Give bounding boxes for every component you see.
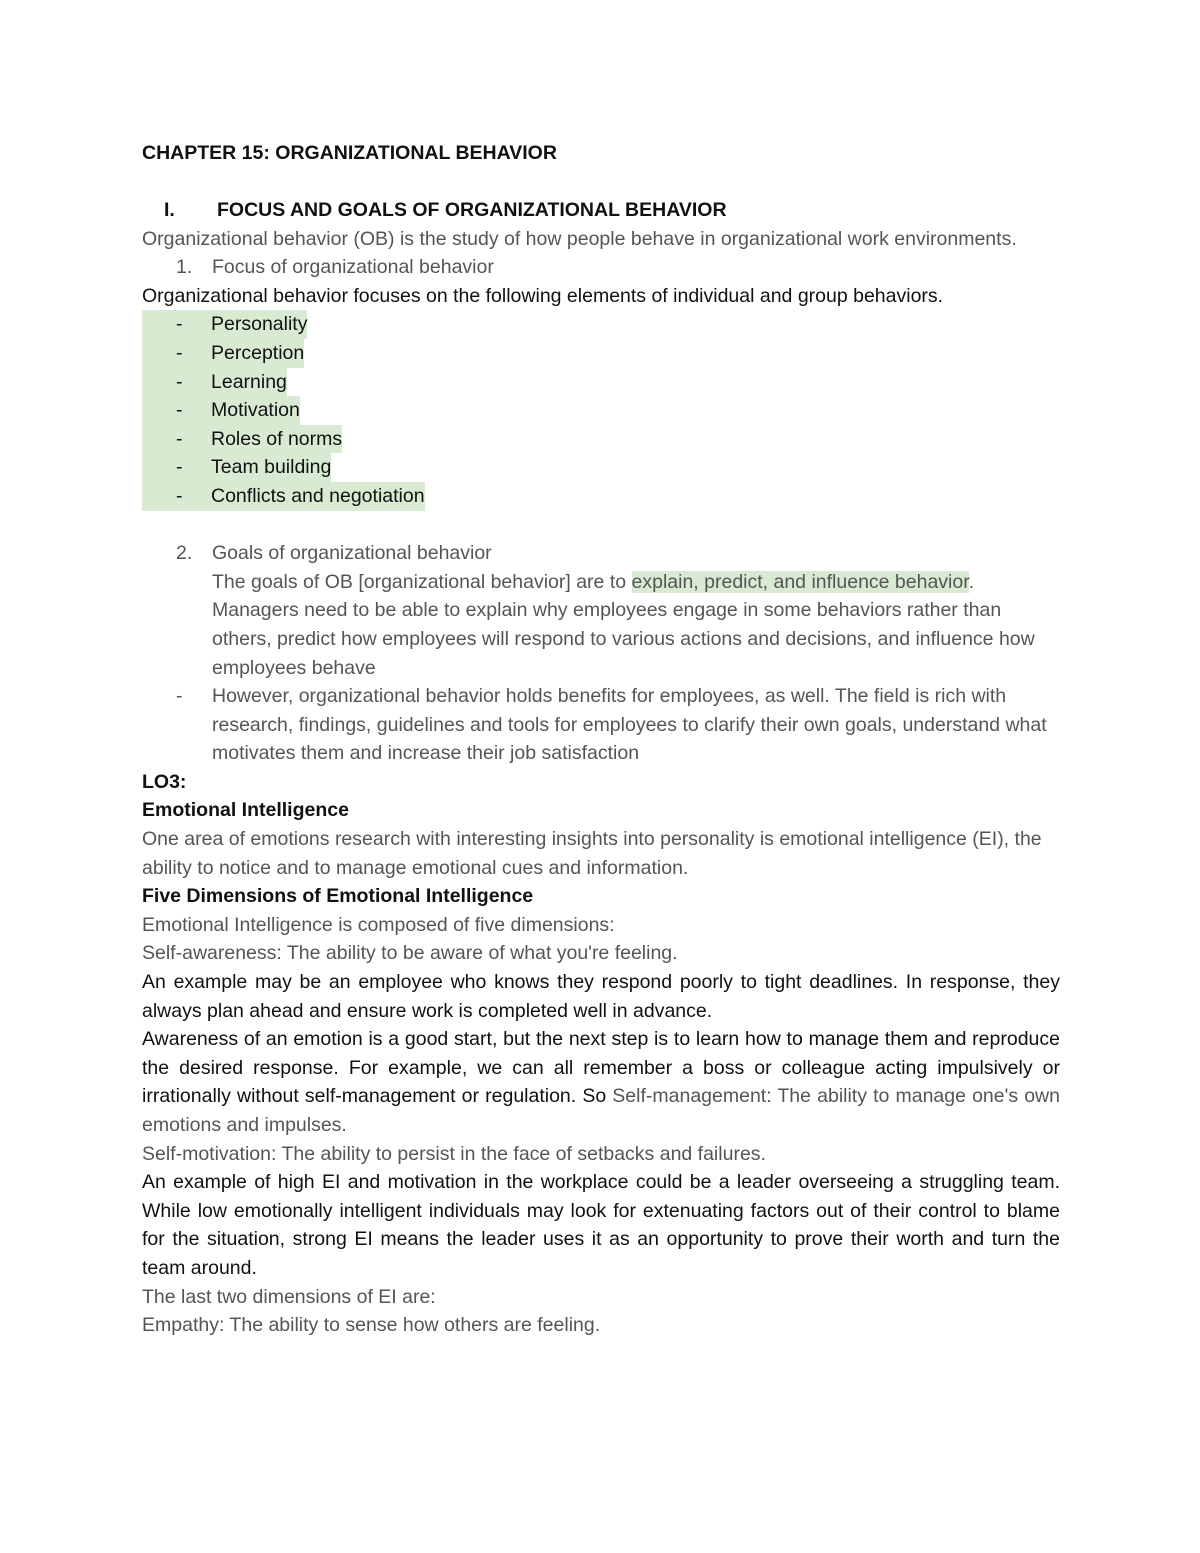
bullet-dash: -	[142, 368, 211, 397]
dimensions-intro: Emotional Intelligence is composed of five dimensions:	[142, 913, 615, 936]
focus-heading-text: Focus of organizational behavior	[212, 256, 494, 279]
example-paragraph: An example may be an employee who knows they respond poorly to tight deadlines. In response, they always plan ahead and ensure work is completed well in advance.	[142, 971, 1060, 1022]
goals-bullet	[142, 682, 1060, 768]
section-number: I.	[164, 199, 175, 221]
goals-paragraph	[142, 568, 1060, 682]
list-item	[176, 425, 342, 454]
awareness-paragraph	[142, 1025, 1060, 1139]
bullet-dash: -	[176, 685, 183, 708]
self-management-text: Self-management: The ability to manage one's own emotions and impulses.	[142, 1085, 1060, 1136]
goals-bullet-text: However, organizational behavior holds benefits for employees, as well. The field is rich with research, findings, guidelines and tools for employees to clarify their own goals, understand what motivates them and increase their job satisfaction	[212, 685, 1047, 765]
goals-text-after: . Managers need to be able to explain why employees engage in some behaviors rather than others, predict how employees will respond to various actions and decisions, and influence how employees behave	[212, 570, 1035, 679]
goals-highlight: explain, predict, and influence behavior	[631, 570, 969, 593]
section-heading	[142, 196, 1060, 225]
goals-heading-text: Goals of organizational behavior	[212, 542, 492, 565]
list-item-text: Team building	[211, 453, 331, 482]
list-item	[176, 368, 287, 397]
focus-number: 1.	[176, 256, 193, 279]
list-item-text: Personality	[211, 310, 307, 339]
bullet-dash: -	[142, 339, 211, 368]
dimensions-heading: Five Dimensions of Emotional Intelligence	[142, 885, 534, 908]
bullet-dash: -	[142, 482, 211, 511]
list-item-text: Motivation	[211, 396, 300, 425]
list-item	[176, 310, 307, 339]
bullet-dash: -	[142, 425, 211, 454]
list-item-text: Conflicts and negotiation	[211, 482, 425, 511]
bullet-dash: -	[142, 453, 211, 482]
self-awareness: Self-awareness: The ability to be aware of what you're feeling.	[142, 942, 678, 965]
goals-number: 2.	[176, 542, 193, 565]
section-heading-text: FOCUS AND GOALS OF ORGANIZATIONAL BEHAVIOR	[217, 199, 727, 221]
list-item-text: Learning	[211, 368, 287, 397]
lo3-label: LO3:	[142, 770, 187, 793]
ei-definition: One area of emotions research with interesting insights into personality is emotional intelligence (EI), the ability to notice and to manage emotional cues and information.	[142, 828, 1042, 879]
goals-heading	[142, 539, 1060, 568]
example-paragraph: An example of high EI and motivation in the workplace could be a leader overseeing a struggling team. While low emotionally intelligent individuals may look for extenuating factors out of their control to blame for the situation, strong EI means the leader uses it as an opportunity to prove their worth and turn the team around.	[142, 1171, 1060, 1279]
ob-definition: Organizational behavior (OB) is the study of how people behave in organizational work environments.	[142, 227, 1017, 250]
list-item	[176, 339, 304, 368]
spacer	[142, 168, 1060, 196]
list-item-text: Perception	[211, 339, 304, 368]
bullet-dash: -	[142, 310, 211, 339]
last-two-dimensions: The last two dimensions of EI are:	[142, 1285, 436, 1308]
ei-heading: Emotional Intelligence	[142, 799, 349, 822]
list-item	[176, 396, 300, 425]
focus-heading	[142, 253, 1060, 282]
list-item	[176, 453, 331, 482]
chapter-title: CHAPTER 15: ORGANIZATIONAL BEHAVIOR	[142, 142, 557, 164]
focus-list	[142, 310, 1060, 510]
bullet-dash: -	[142, 396, 211, 425]
list-item-text: Roles of norms	[211, 425, 342, 454]
self-motivation: Self-motivation: The ability to persist in the face of setbacks and failures.	[142, 1142, 766, 1165]
list-item	[176, 482, 425, 511]
empathy: Empathy: The ability to sense how others are feeling.	[142, 1314, 601, 1337]
awareness-text: Awareness of an emotion is a good start, but the next step is to learn how to manage them and reproduce the desired response. For example, we can all remember a boss or colleague acting impulsively or irrationally without self-management or regulation. So	[142, 1028, 1060, 1108]
document-page	[142, 138, 1060, 1340]
focus-intro: Organizational behavior focuses on the following elements of individual and group behaviors.	[142, 284, 944, 307]
spacer	[142, 511, 1060, 540]
goals-text-before: The goals of OB [organizational behavior] are to	[212, 570, 632, 593]
